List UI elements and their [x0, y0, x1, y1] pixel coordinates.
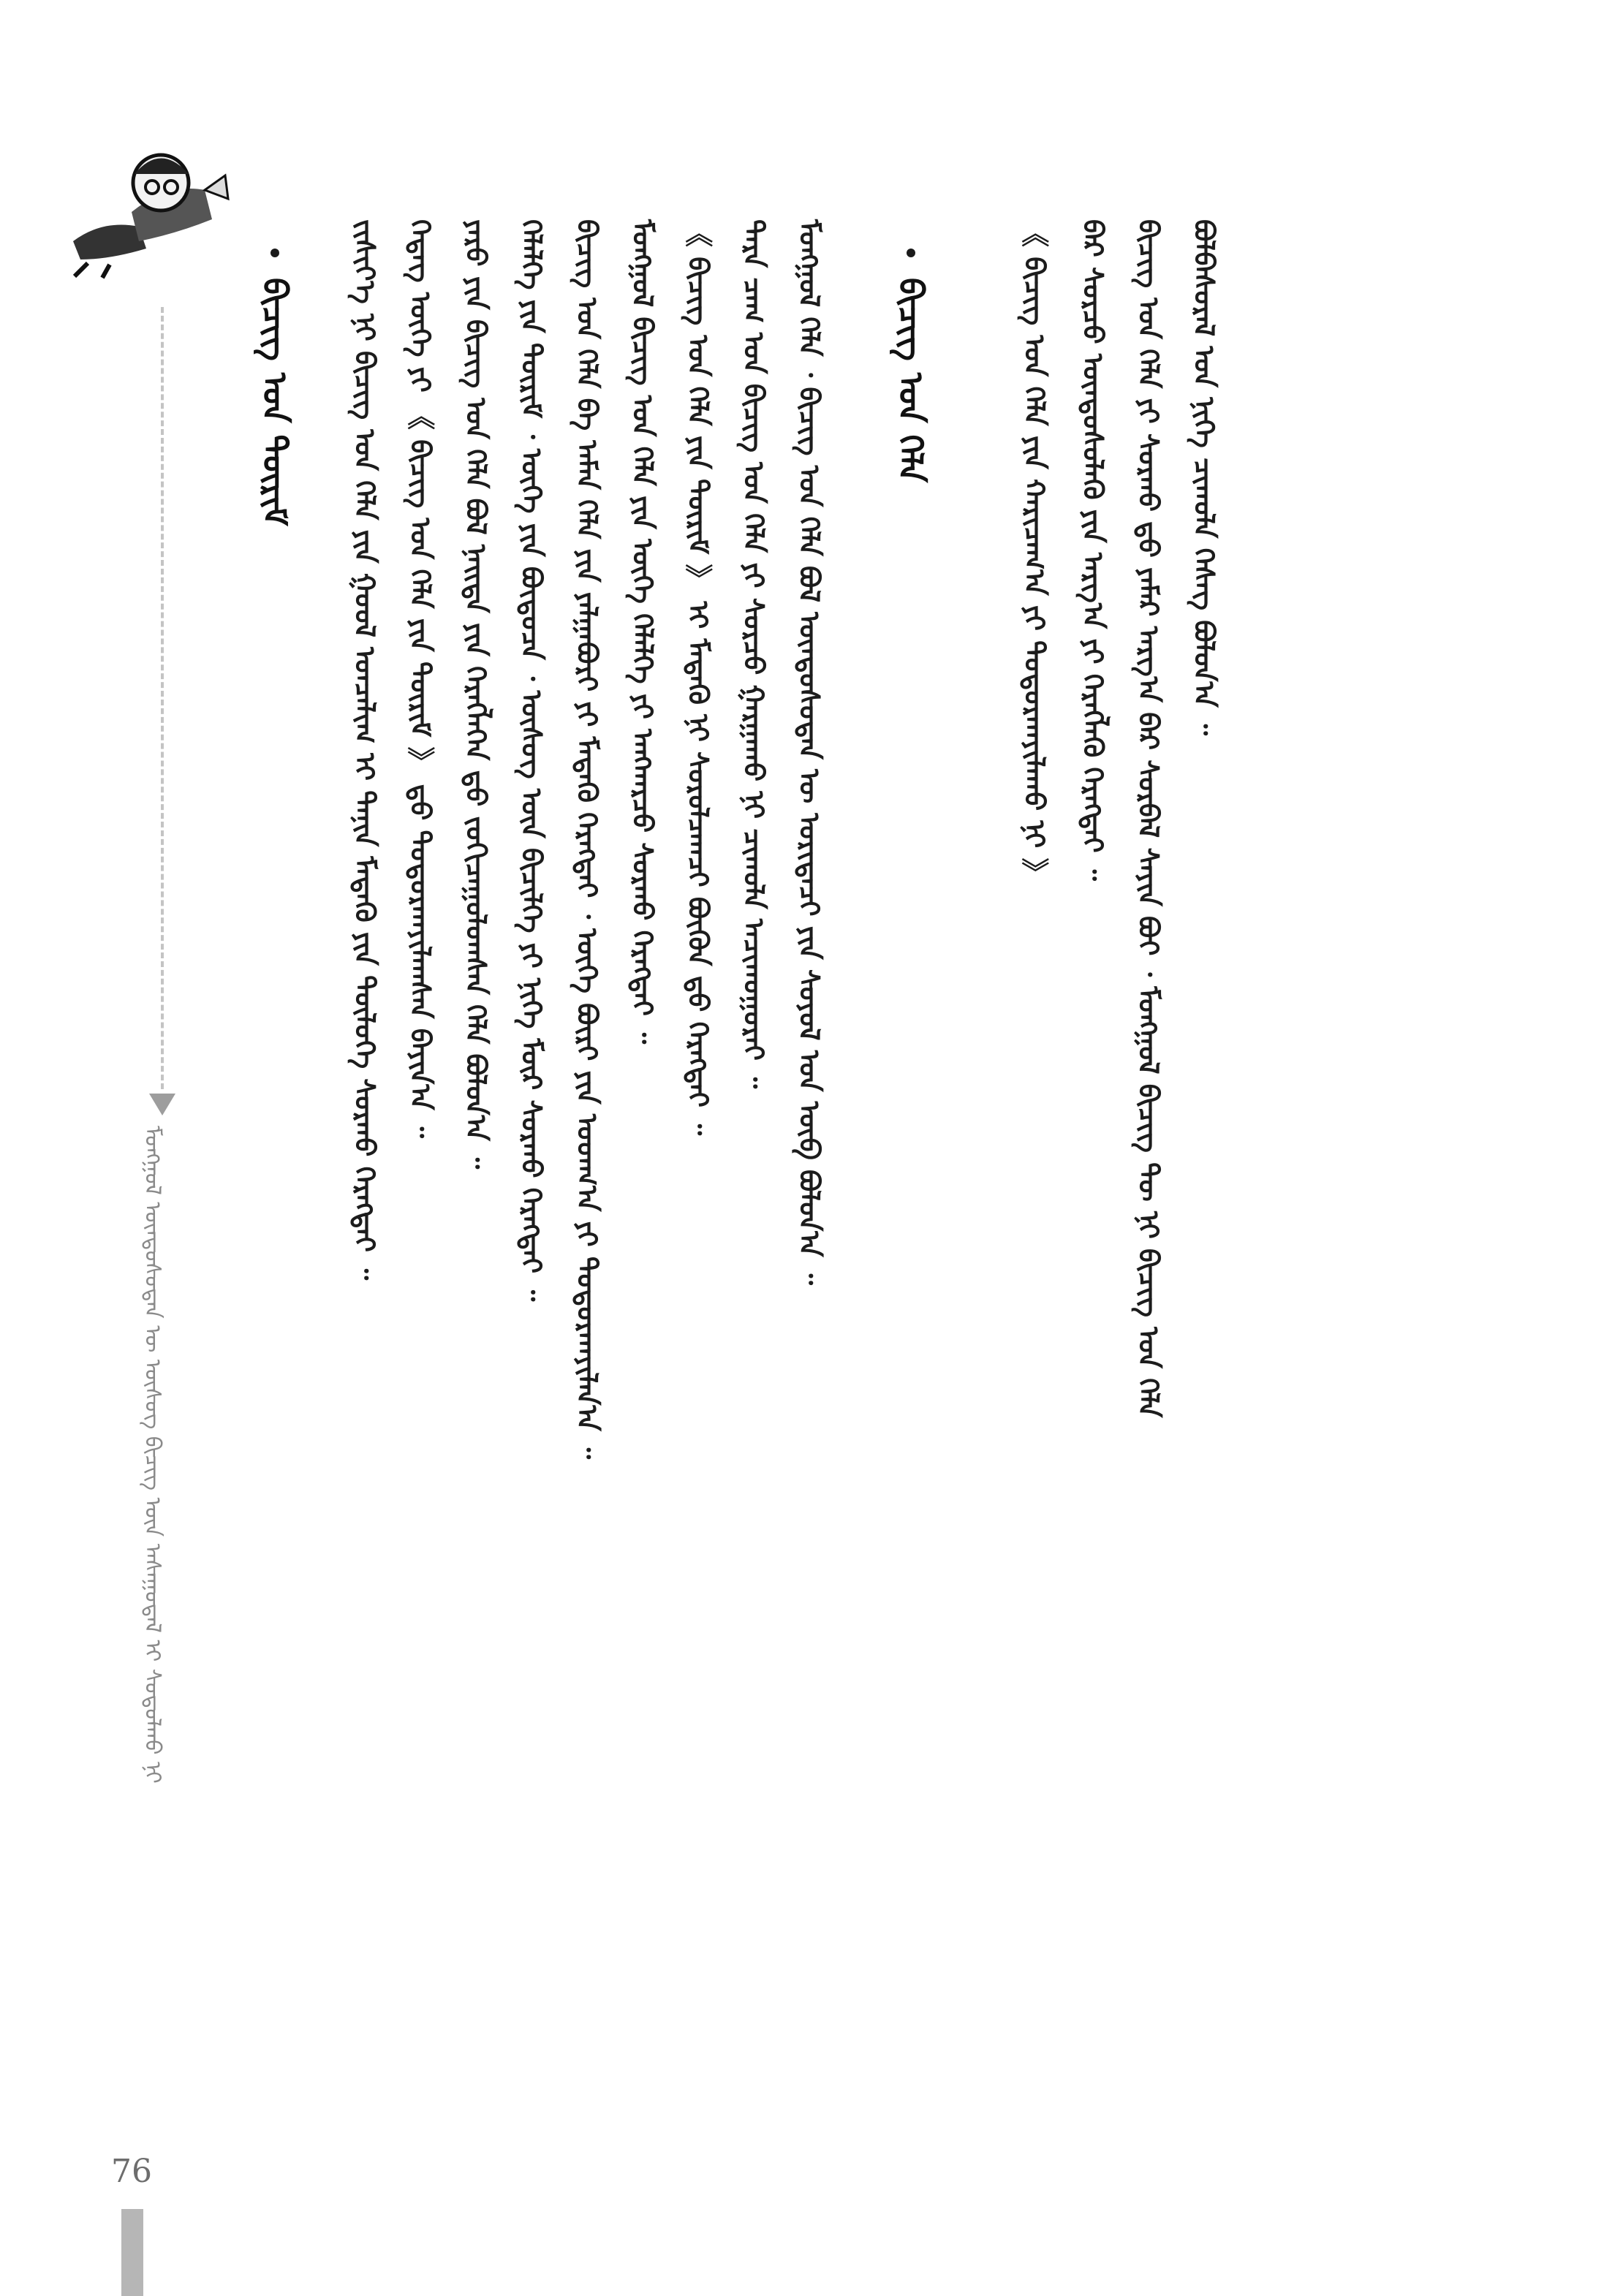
section-1-line: ᠶᠡᠷᠦ ᠶᠢᠨ ᠪᠢᠴᠢᠭ ᠤᠨ ᠬᠡᠯᠡ ᠪᠣᠯ ᠨᠡᠢᠲᠡ ᠶᠢᠨ ᠬᠡᠷᠡᠭᠯᠡᠭᠡᠨ ᠳ᠋ᠦ ᠵᠣᠬᠢᠴᠠᠭᠤᠯᠤᠭᠰᠠᠨ ᠬᠡᠯᠡ ᠪᠣᠯᠤᠨ᠎ᠠ ᠃: [460, 219, 492, 1170]
section-1-heading: ᠪᠢᠴᠢᠭ ᠤᠨ ᠬᠡᠯᠡ: [891, 278, 931, 483]
section-1-line: ᠭᠡᠳᠡᠭ ᠦᠭᠡ ᠶᠢ 《 ᠪᠢᠴᠢᠭ ᠤᠨ ᠬᠡᠯᠡ ᠶᠢᠨ ᠳᠦᠷᠢᠮ 》 ᠳ᠋ᠦ ᠲᠣᠳᠣᠷᠬᠠᠶᠢᠯᠠᠭᠰᠠᠨ ᠪᠠᠶᠢᠨ᠎ᠠ ᠃: [404, 219, 436, 1138]
header-dashed-rule: [161, 307, 164, 1089]
paragraph-1-line: ᠪᠣᠯᠪᠠᠰᠤᠷᠠᠯ ᠤᠨ ᠨᠢᠭᠡ ᠴᠢᠬᠤᠯᠠ ᠬᠡᠰᠡᠭ ᠪᠣᠯᠤᠨ᠎ᠠ ᠃: [1188, 219, 1220, 735]
section-1-line: ᠵᠢᠱᠢᠶ᠎ᠡ ᠨᠢ ᠪᠢᠴᠢᠭ ᠤᠨ ᠬᠡᠯᠡ ᠶᠢᠨ ᠭᠣᠣᠯ ᠣᠨᠴᠠᠯᠢᠭ ᠢ ᠲᠠᠨᠢᠨ ᠮᠡᠳᠡᠬᠦ ᠶᠢᠨ ᠲᠥᠯᠦᠭᠡ ᠰᠤᠷᠬᠤ ᠬᠡᠷᠡᠭᠲᠡᠢ ᠃: [349, 219, 381, 1281]
bullet-icon: [907, 249, 915, 257]
mascot-icon: [58, 132, 234, 281]
running-header: ᠮᠣᠩᠭᠣᠯ ᠦᠨᠳᠦᠰᠦᠲᠡᠨ ᠦ ᠦᠰᠦᠭ ᠪᠢᠴᠢᠭ ᠦᠨ ᠠᠰᠠᠭᠤᠳᠠᠯ ᠢ ᠰᠤᠳᠤᠯᠬᠤ ᠨᠢ: [140, 1126, 165, 1784]
header-arrow-icon: [149, 1094, 175, 1115]
bullet-icon: [270, 249, 279, 257]
paragraph-1-line: ᠪᠢᠴᠢᠭ ᠤᠨ ᠬᠡᠯᠡ ᠶᠢ ᠰᠤᠷᠬᠤ ᠳ᠋ᠤ ᠶᠠᠮᠠᠷ ᠠᠷᠭ᠎ᠠ ᠪᠠᠷ ᠰᠤᠷᠪᠠᠯ ᠰᠠᠶᠢᠨ ᠪᠤᠢ ᠂ ᠮᠣᠩᠭᠣᠯ ᠪᠢᠴᠢᠭ ᠲᠦ ᠨᠢ ᠪᠢᠴᠢᠭ ᠤᠨ ᠬᠡᠯᠡ: [1132, 219, 1165, 1418]
paragraph-1-line: ᠪᠠᠷ ᠰᠤᠷᠴᠤ ᠦᠨᠳᠦᠰᠦᠯᠡᠭᠦ ᠶᠢᠨ ᠠᠷᠭ᠎ᠠ ᠶᠢ ᠬᠡᠷᠡᠭᠯᠡᠬᠦ ᠬᠡᠷᠡᠭᠲᠡᠢ ᠃: [1077, 219, 1109, 881]
page-edge-tab: [121, 2209, 143, 2296]
section-1-line: ᠮᠣᠩᠭᠣᠯ ᠬᠡᠯᠡ ᠂ ᠪᠢᠴᠢᠭ ᠤᠨ ᠬᠡᠯᠡ ᠪᠣᠯ ᠦᠨᠳᠦᠰᠦᠲᠡᠨ ᠦ ᠤᠷᠢᠳᠠᠴᠢ ᠶᠢᠨ ᠰᠣᠶᠣᠯ ᠤᠨ ᠦᠪ ᠪᠣᠯᠤᠨ᠎ᠠ ᠃: [793, 219, 825, 1285]
section-1-line: 《 ᠪᠢᠴᠢᠭ ᠤᠨ ᠬᠡᠯᠡ ᠶᠢᠨ ᠳᠦᠷᠢᠮ 》 ᠢ ᠮᠡᠳᠡᠬᠦ ᠨᠢ ᠰᠤᠷᠤᠯᠴᠠᠭᠴᠢ ᠪᠦᠬᠦᠨ ᠳ᠋ᠦ ᠬᠡᠷᠡᠭᠲᠡᠢ ᠃: [682, 219, 714, 1136]
paragraph-1-line: 《 ᠪᠢᠴᠢᠭ ᠤᠨ ᠬᠡᠯᠡ ᠶᠢᠨ ᠬᠠᠷᠢᠴᠠᠭ᠎ᠠ ᠶᠢ ᠲᠣᠳᠣᠷᠬᠠᠶᠢᠯᠠᠬᠤ ᠨᠢ 》: [1018, 219, 1051, 886]
section-1-line: ᠲᠡᠷᠡ ᠴᠠᠭ ᠤᠨ ᠪᠢᠴᠢᠭ ᠤᠨ ᠬᠡᠯᠡ ᠶᠢ ᠰᠤᠷᠴᠤ ᠭᠠᠷᠭᠠᠬᠤ ᠨᠢ ᠴᠢᠬᠤᠯᠠ ᠠᠴᠢᠬᠤᠭᠤᠷᠠᠢ ᠃: [738, 219, 770, 1089]
section-1-line: ᠬᠡᠯᠡᠯᠭᠡ ᠶᠢᠨ ᠳᠦᠷᠢᠮ ᠂ ᠦᠭᠡ ᠶᠢᠨ ᠪᠦᠲᠦᠴᠡ ᠂ ᠦᠰᠦᠭ ᠦᠨ ᠪᠢᠴᠢᠯᠭᠡ ᠶᠢ ᠨᠢᠭᠡ ᠮᠦᠷ ᠰᠤᠷᠬᠤ ᠬᠡᠷᠡᠭᠲᠡᠢ ᠃: [515, 219, 548, 1302]
section-1-line: ᠮᠣᠩᠭᠣᠯ ᠪᠢᠴᠢᠭ ᠤᠨ ᠬᠡᠯᠡ ᠶᠢᠨ ᠦᠭᠡ ᠬᠡᠯᠡᠯᠭᠡ ᠶᠢ ᠠᠩᠬᠠᠷᠴᠤ ᠰᠤᠷᠬᠤ ᠬᠡᠷᠡᠭᠲᠡᠢ ᠃: [627, 219, 659, 1045]
section-1-line: ᠪᠢᠴᠢᠭ ᠤᠨ ᠬᠡᠯᠡ ᠪᠠ ᠠᠮᠠᠨ ᠬᠡᠯᠡ ᠶᠢᠨ ᠶᠠᠯᠭᠠᠪᠤᠷᠢ ᠶᠢ ᠮᠡᠳᠡᠬᠦ ᠬᠡᠷᠡᠭᠲᠡᠢ ᠂ ᠦᠭᠡ ᠪᠦᠷᠢ ᠶᠢᠨ ᠤᠳᠬ᠎ᠠ ᠶᠢ ᠲᠣᠳᠣᠷᠬᠠᠶᠢᠯᠠᠨ᠎ᠠ ᠃: [571, 219, 603, 1460]
section-2-heading: ᠪᠢᠴᠢᠭ ᠤᠨ ᠳᠦᠷᠢᠮ: [255, 278, 295, 526]
page-number: 76: [111, 2153, 152, 2190]
